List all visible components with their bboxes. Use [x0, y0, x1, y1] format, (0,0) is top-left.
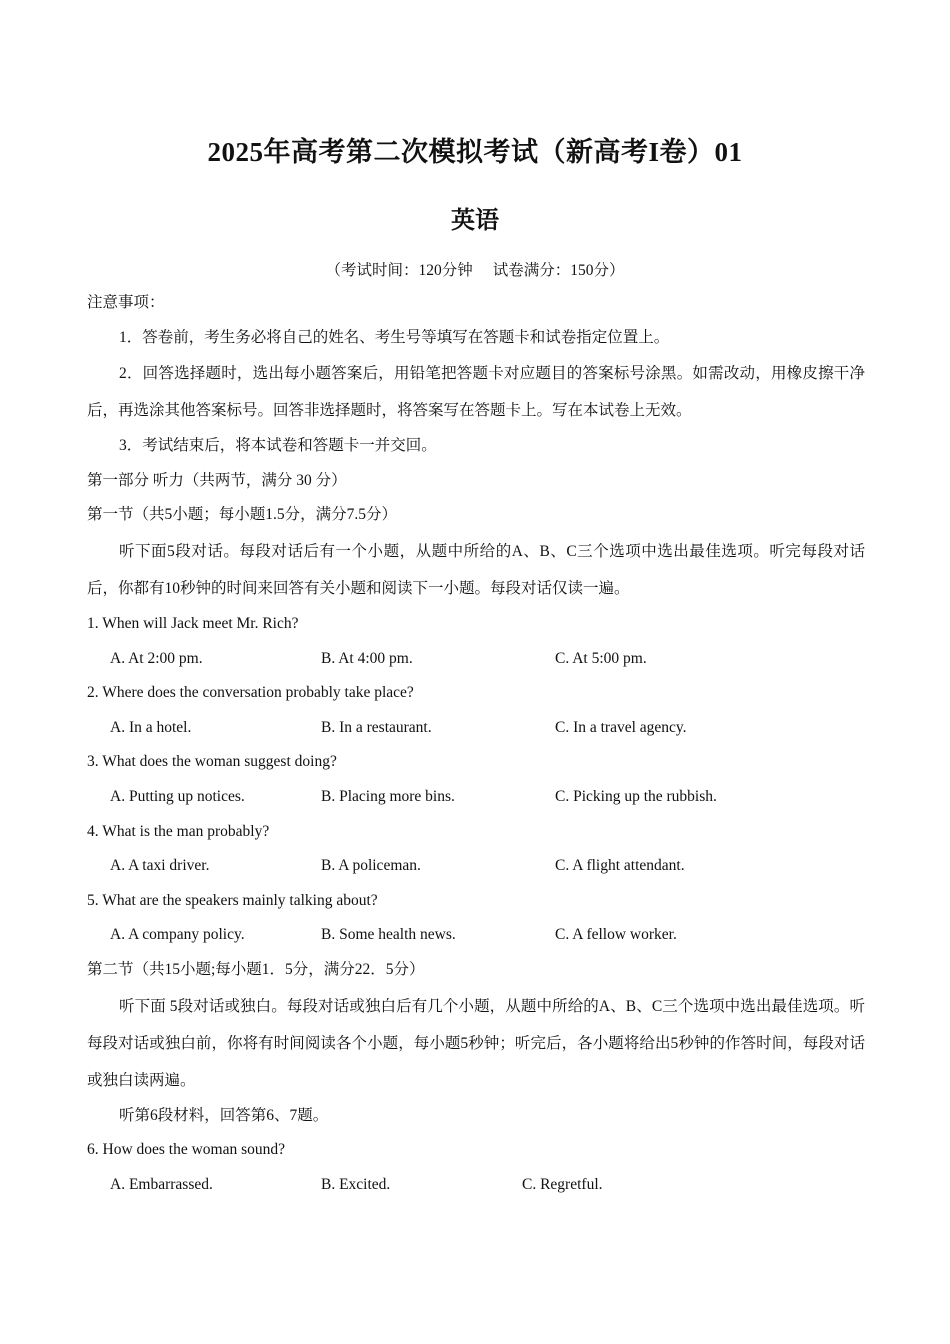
option-a: A. Embarrassed. [110, 1175, 213, 1193]
option-b: B. In a restaurant. [321, 718, 432, 736]
section-instructions: 听下面5段对话。每段对话后有一个小题，从题中所给的A、B、C三个选项中选出最佳选项。听完每段对话后，你都有10秒钟的时间来回答有关小题和阅读下一小题。每段对话仅读一遍。 [87, 542, 865, 597]
option-c: C. Picking up the rubbish. [555, 787, 717, 805]
option-a: A. Putting up notices. [110, 787, 245, 805]
question-options [87, 1168, 865, 1203]
option-a: A. A taxi driver. [110, 857, 210, 875]
option-c: C. A flight attendant. [555, 857, 685, 875]
question-options [87, 918, 865, 953]
option-c: C. At 5:00 pm. [555, 649, 647, 667]
exam-score: 试卷满分：150分） [492, 262, 625, 279]
option-c: C. Regretful. [522, 1175, 603, 1193]
question-options [87, 642, 865, 677]
option-a: A. In a hotel. [110, 718, 192, 736]
material-note: 听第6段材料，回答第6、7题。 [119, 1106, 329, 1124]
question-stem: 1. When will Jack meet Mr. Rich? [87, 614, 299, 632]
question-stem: 5. What are the speakers mainly talking about? [87, 891, 378, 909]
question-stem: 4. What is the man probably? [87, 822, 270, 840]
notice-item: 1．答卷前，考生务必将自己的姓名、考生号等填写在答题卡和试卷指定位置上。 [119, 328, 670, 346]
question-options [87, 849, 865, 884]
question-options [87, 780, 865, 815]
option-c: C. In a travel agency. [555, 718, 687, 736]
option-a: A. At 2:00 pm. [110, 649, 203, 667]
option-b: B. At 4:00 pm. [321, 649, 413, 667]
exam-title: 2025年高考第二次模拟考试（新高考I卷）01 [207, 137, 743, 167]
question-stem: 3. What does the woman suggest doing? [87, 753, 337, 771]
option-c: C. A fellow worker. [555, 926, 677, 944]
subject-title: 英语 [451, 208, 499, 234]
notice-heading: 注意事项： [87, 294, 165, 311]
exam-meta [0, 258, 950, 280]
question-options [87, 711, 865, 746]
part-heading: 第一部分 听力（共两节，满分 30 分） [87, 471, 347, 489]
notice-item: 3．考试结束后，将本试卷和答题卡一并交回。 [119, 437, 437, 455]
section-heading: 第一节（共5小题；每小题1.5分，满分7.5分） [87, 506, 398, 524]
option-b: B. Placing more bins. [321, 787, 455, 805]
exam-content [87, 286, 865, 1202]
option-b: B. Excited. [321, 1175, 391, 1193]
option-a: A. A company policy. [110, 926, 245, 944]
notice-item: 2．回答选择题时，选出每小题答案后，用铅笔把答题卡对应题目的答案标号涂黑。如需改动，用橡皮擦干净后，再选涂其他答案标号。回答非选择题时，将答案写在答题卡上。写在本试卷上无效。 [87, 365, 865, 420]
option-b: B. Some health news. [321, 926, 456, 944]
exam-time: （考试时间：120分钟 [325, 262, 473, 279]
section-heading: 第二节（共15小题;每小题1．5分，满分22．5分） [87, 960, 425, 978]
section-instructions: 听下面 5段对话或独白。每段对话或独白后有几个小题，从题中所给的A、B、C三个选项中选出最佳选项。听每段对话或独白前，你将有时间阅读各个小题，每小题5秒钟；听完后，各小题将给出5秒钟的作答时间，每段对话或独白读两遍。 [87, 997, 865, 1089]
question-stem: 2. Where does the conversation probably take place? [87, 684, 414, 702]
question-stem: 6. How does the woman sound? [87, 1141, 286, 1159]
option-b: B. A policeman. [321, 857, 421, 875]
